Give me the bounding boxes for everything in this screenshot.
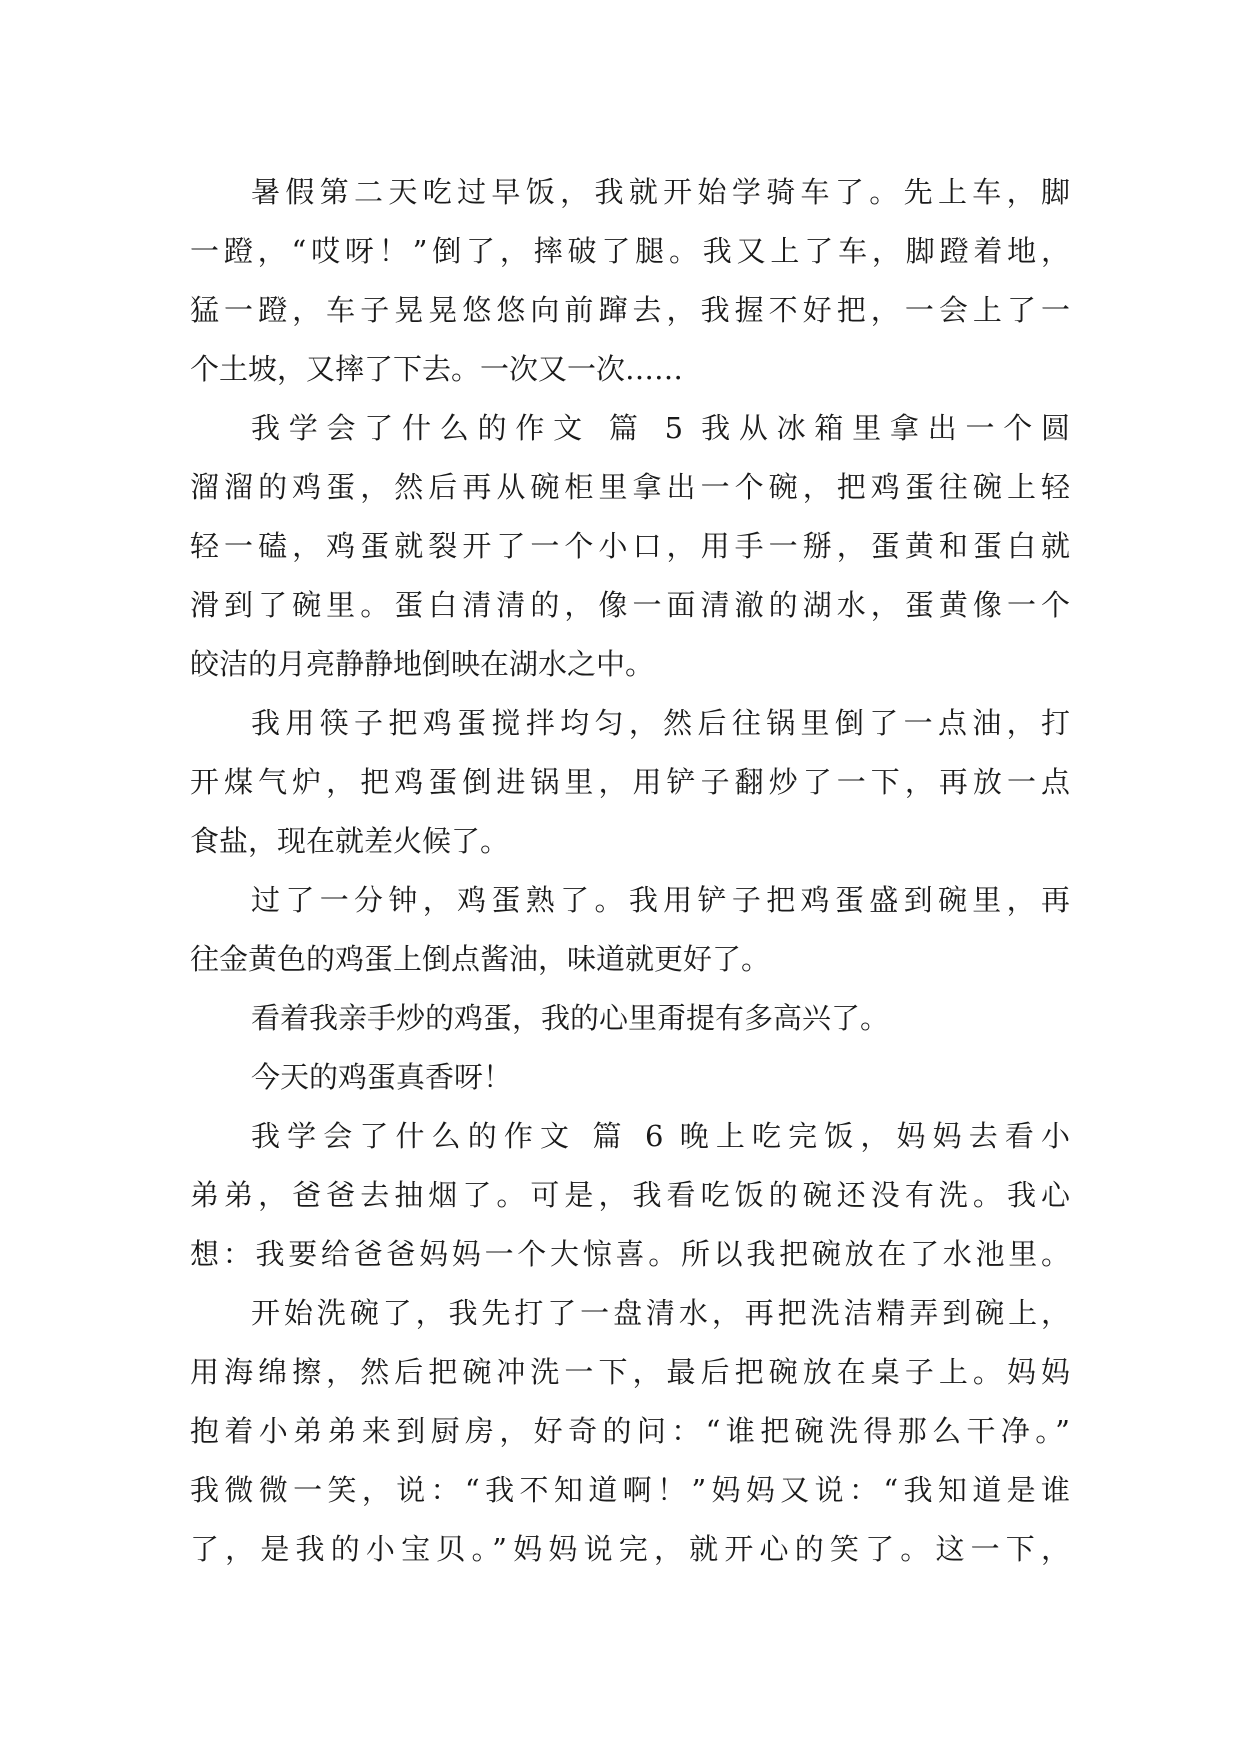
text-line: 我用筷子把鸡蛋搅拌均匀，然后往锅里倒了一点油，打 <box>251 706 1070 740</box>
text-line: 想：我要给爸爸妈妈一个大惊喜。所以我把碗放在了水池里。 <box>190 1237 1070 1271</box>
text-line: 开煤气炉，把鸡蛋倒进锅里，用铲子翻炒了一下，再放一点 <box>190 765 1070 799</box>
text-line: 滑到了碗里。蛋白清清的，像一面清澈的湖水，蛋黄像一个 <box>190 588 1070 622</box>
document-body <box>190 163 1070 1579</box>
text-line: 往金黄色的鸡蛋上倒点酱油，味道就更好了。 <box>190 942 771 976</box>
text-line: 皎洁的月亮静静地倒映在湖水之中。 <box>190 647 655 681</box>
text-line: 开始洗碗了，我先打了一盘清水，再把洗洁精弄到碗上， <box>251 1296 1070 1330</box>
text-line: 轻一磕，鸡蛋就裂开了一个小口，用手一掰，蛋黄和蛋白就 <box>190 529 1070 563</box>
text-line: 一蹬，“哎呀！”倒了，摔破了腿。我又上了车，脚蹬着地， <box>190 234 1070 268</box>
text-line: 我微微一笑，说：“我不知道啊！”妈妈又说：“我知道是谁 <box>190 1473 1070 1507</box>
text-line: 个土坡，又摔了下去。一次又一次…… <box>190 352 684 386</box>
text-line: 用海绵擦，然后把碗冲洗一下，最后把碗放在桌子上。妈妈 <box>190 1355 1070 1389</box>
text-line: 弟弟，爸爸去抽烟了。可是，我看吃饭的碗还没有洗。我心 <box>190 1178 1070 1212</box>
text-line: 看着我亲手炒的鸡蛋，我的心里甭提有多高兴了。 <box>251 1001 890 1035</box>
section-heading-line: 我学会了什么的作文 篇 5 我从冰箱里拿出一个圆 <box>251 411 1070 445</box>
text-line: 溜溜的鸡蛋，然后再从碗柜里拿出一个碗，把鸡蛋往碗上轻 <box>190 470 1070 504</box>
text-line: 猛一蹬，车子晃晃悠悠向前蹿去，我握不好把，一会上了一 <box>190 293 1070 327</box>
text-line: 食盐，现在就差火候了。 <box>190 824 510 858</box>
text-line: 过了一分钟，鸡蛋熟了。我用铲子把鸡蛋盛到碗里，再 <box>251 883 1070 917</box>
text-line: 了，是我的小宝贝。”妈妈说完，就开心的笑了。这一下， <box>190 1532 1070 1566</box>
text-line: 今天的鸡蛋真香呀！ <box>251 1060 513 1094</box>
text-line: 暑假第二天吃过早饭，我就开始学骑车了。先上车，脚 <box>251 175 1070 209</box>
section-heading-line: 我学会了什么的作文 篇 6 晚上吃完饭，妈妈去看小 <box>251 1119 1070 1153</box>
text-line: 抱着小弟弟来到厨房，好奇的问：“谁把碗洗得那么干净。” <box>190 1414 1070 1448</box>
